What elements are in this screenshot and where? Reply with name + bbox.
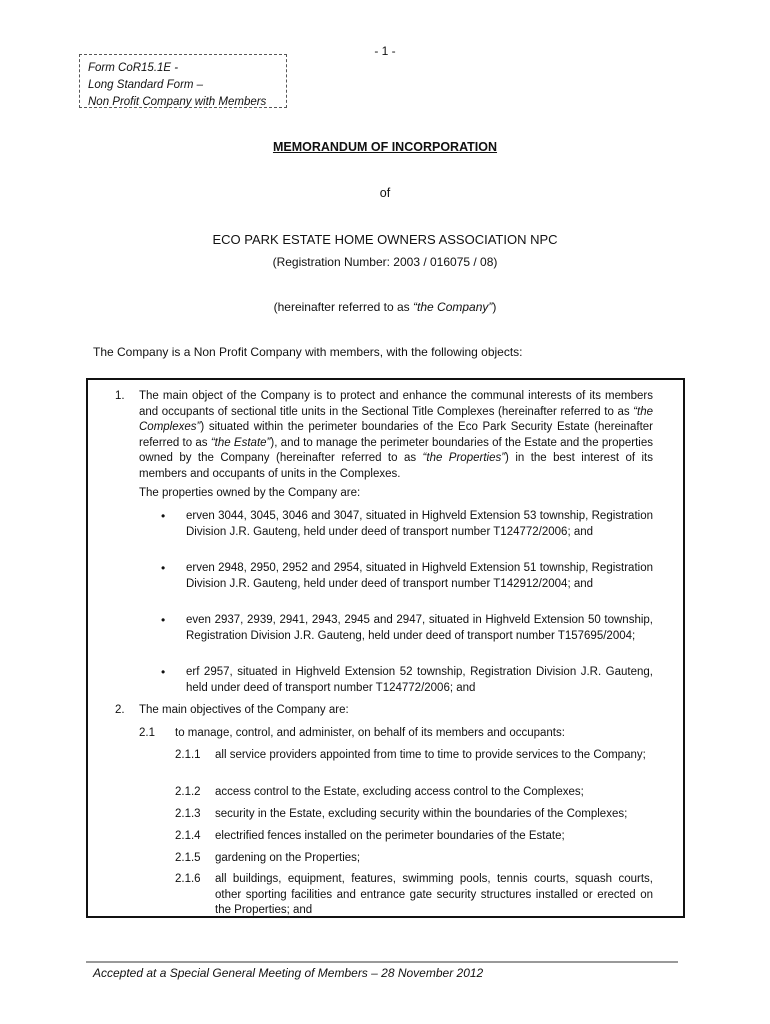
- property-item: erven 2948, 2950, 2952 and 2954, situated in Highveld Extension 51 township, Registration Division J.R. Gauteng, held under deed of transport number T142912/2004; and: [186, 562, 653, 590]
- bullet-glyph: •: [161, 613, 166, 627]
- footer-divider: [86, 961, 678, 963]
- item-number: 2.1.1: [175, 749, 201, 761]
- form-code: Form CoR15.1E -: [88, 62, 179, 74]
- page-number: - 1 -: [374, 44, 396, 58]
- document-title: MEMORANDUM OF INCORPORATION: [272, 140, 498, 154]
- bullet-glyph: •: [161, 509, 166, 523]
- company-name: ECO PARK ESTATE HOME OWNERS ASSOCIATION NPC: [212, 232, 558, 247]
- form-standard: Long Standard Form –: [88, 79, 204, 91]
- registration-number: (Registration Number: 2003 / 016075 / 08): [272, 255, 498, 269]
- item-number: 2.1.2: [175, 786, 201, 798]
- property-item: erf 2957, situated in Highveld Extension 52 township, Registration Division J.R. Gauteng, held under deed of transport number T124772/2006; and: [186, 666, 653, 694]
- property-item: erven 3044, 3045, 3046 and 3047, situated in Highveld Extension 53 township, Registration Division J.R. Gauteng, held under deed of transport number T124772/2006; and: [186, 510, 653, 538]
- hereinafter-note: (hereinafter referred to as “the Company”): [273, 300, 497, 314]
- clause-2-text: The main objectives of the Company are:: [139, 704, 349, 716]
- heading-of: of: [379, 186, 391, 200]
- item-text: all service providers appointed from time to time to provide services to the Company;: [215, 749, 646, 761]
- footer-text: Accepted at a Special General Meeting of Members – 28 November 2012: [93, 966, 484, 980]
- item-text: gardening on the Properties;: [215, 852, 361, 864]
- form-type-box: [79, 54, 287, 108]
- item-text: electrified fences installed on the perimeter boundaries of the Estate;: [215, 830, 565, 842]
- property-item: even 2937, 2939, 2941, 2943, 2945 and 2947, situated in Highveld Extension 50 township, Registration Division J.R. Gauteng, held under deed of transport number T157695/2004;: [186, 614, 653, 642]
- clause-1-text: The main object of the Company is to protect and enhance the communal interests of its members and occupants of sectional title units in the Sectional Title Complexes (hereinafter referred to as “the Complexes”) situated within the perimeter boundaries of the Eco Park Security Estate (hereinafter referred to as “the Estate”), and to manage the perimeter boundaries of the Estate and the properties owned by the Company (hereinafter referred to as “the Properties”) in the best interest of its members and occupants of units in the Complexes.: [139, 390, 654, 480]
- item-number: 2.1.3: [175, 808, 201, 820]
- item-text: security in the Estate, excluding security within the boundaries of the Complexes;: [215, 808, 628, 820]
- clause-1-number: 1.: [115, 390, 125, 402]
- item-number: 2.1.4: [175, 830, 201, 842]
- form-company-type: Non Profit Company with Members: [88, 96, 267, 108]
- intro-text: The Company is a Non Profit Company with members, with the following objects:: [93, 345, 523, 359]
- clause-2-number: 2.: [115, 704, 125, 716]
- properties-intro: The properties owned by the Company are:: [139, 487, 361, 499]
- clause-2-1-number: 2.1: [139, 727, 155, 739]
- item-text: all buildings, equipment, features, swimming pools, tennis courts, squash courts, other sporting facilities and entrance gate security structures installed or erected on the Properties; and: [215, 873, 653, 916]
- bullet-glyph: •: [161, 561, 166, 575]
- bullet-glyph: •: [161, 665, 166, 679]
- item-number: 2.1.5: [175, 852, 201, 864]
- item-text: access control to the Estate, excluding access control to the Complexes;: [215, 786, 584, 798]
- clause-2-1-text: to manage, control, and administer, on behalf of its members and occupants:: [175, 727, 565, 739]
- item-number: 2.1.6: [175, 873, 201, 885]
